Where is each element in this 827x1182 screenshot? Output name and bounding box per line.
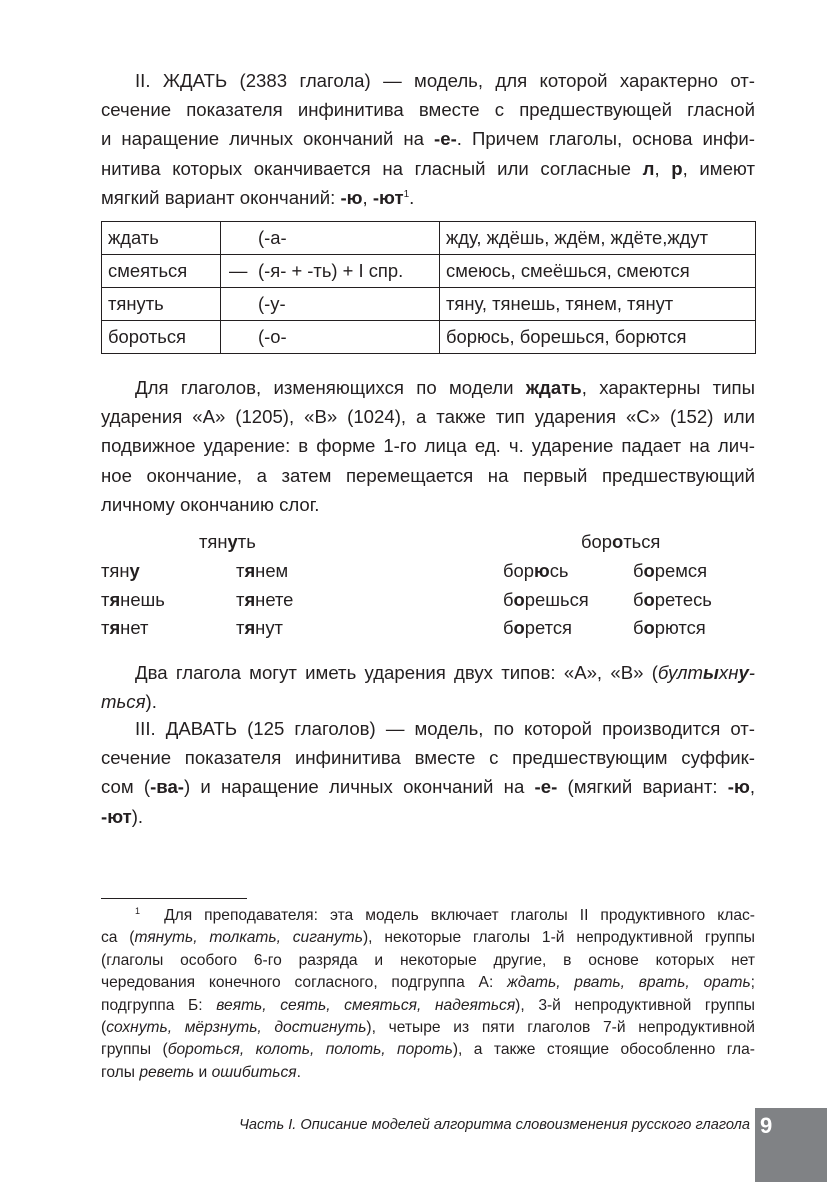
verb-form: борешься xyxy=(503,589,589,610)
verb-form: боретесь xyxy=(633,589,712,610)
verb-form: тянешь xyxy=(101,589,165,610)
text-line: подгруппа Б: веять, сеять, смеяться, надеяться), 3-й непродуктивной группы xyxy=(101,996,755,1014)
table-cell-forms: жду, ждёшь, ждём, ждёте,ждут xyxy=(440,222,756,255)
footnote-divider xyxy=(101,898,247,899)
text-line: Для глаголов, изменяющихся по модели ждать, характерны типы xyxy=(135,377,755,398)
verb-form: тянете xyxy=(236,589,294,610)
table-cell-suffix: (-а- xyxy=(221,222,440,255)
paradigm-heading-tyanut: тянуть xyxy=(199,531,256,552)
text-line: (глаголы особого 6-го разряда и некоторые другие, в основе которых нет xyxy=(101,951,755,969)
table-cell-forms: тяну, тянешь, тянем, тянут xyxy=(440,288,756,321)
text-line: III. ДАВАТЬ (125 глаголов) — модель, по которой производится от- xyxy=(135,718,755,739)
table-cell-suffix: (-о- xyxy=(221,321,440,354)
text-line: ударения «А» (1205), «В» (1024), а также тип ударения «С» (152) или xyxy=(101,406,755,428)
table-row xyxy=(102,321,756,354)
text-line: ться). xyxy=(101,691,157,713)
verb-form: тяну xyxy=(101,560,140,581)
text-line: сечение показателя инфинитива вместе с предшествующей гласной xyxy=(101,99,755,121)
text-line: са (тянуть, толкать, сигануть), некоторые глаголы 1-й непродуктивной группы xyxy=(101,929,756,947)
text-line: сом (-ва-) и наращение личных окончаний на -е- (мягкий вариант: -ю, xyxy=(101,776,755,798)
text-line: сечение показателя инфинитива вместе с предшествующим суффик- xyxy=(101,747,755,769)
text-line: (сохнуть, мёрзнуть, достигнуть), четыре из пяти глаголов 7-й непродуктивной xyxy=(101,1019,755,1037)
text-line: и наращение личных окончаний на -е-. Причем глаголы, основа инфи- xyxy=(101,128,755,150)
verb-form: борется xyxy=(503,617,572,638)
paradigm-heading-borotsya: бороться xyxy=(581,531,661,552)
verb-form: борются xyxy=(633,617,706,638)
paragraph-stress-types xyxy=(101,373,755,519)
paragraph-model-davat xyxy=(101,714,755,831)
text-line: II. ЖДАТЬ (2383 глагола) — модель, для которой характерно от- xyxy=(135,70,755,91)
text-line: подвижное ударение: в форме 1-го лица ед. ч. ударение падает на лич- xyxy=(101,435,755,457)
table-cell-verb: тянуть xyxy=(102,288,221,321)
table-row xyxy=(102,222,756,255)
text-line: голы реветь и ошибиться. xyxy=(101,1063,301,1081)
text-line: Два глагола могут иметь ударения двух типов: «А», «В» (бултыхну- xyxy=(135,662,755,683)
verb-form: тянут xyxy=(236,617,283,638)
verb-form: боремся xyxy=(633,560,708,581)
conjugation-table xyxy=(101,221,756,354)
table-cell-forms: смеюсь, смеёшься, смеются xyxy=(440,255,756,288)
verb-form: борюсь xyxy=(503,560,569,581)
text-line: чередования конечного согласного, подгруппа А: ждать, рвать, врать, орать; xyxy=(101,974,755,992)
verb-form: тянет xyxy=(101,617,149,638)
text-line: личному окончанию слог. xyxy=(101,493,320,515)
paragraph-model-zhdat xyxy=(101,66,755,212)
text-line: нитива которых оканчивается на гласный или согласные л, р, имеют xyxy=(101,157,755,179)
table-cell-suffix: — (-я- + -ть) + I спр. xyxy=(221,255,440,288)
text-line: группы (бороться, колоть, полоть, пороть), а также стоящие обособленно гла- xyxy=(101,1041,756,1059)
text-line: $^1$ Для преподавателя: эта модель включает глаголы II продуктивного клас- xyxy=(135,906,755,924)
table-cell-forms: борюсь, борешься, борются xyxy=(440,321,756,354)
table-cell-verb: бороться xyxy=(102,321,221,354)
footnote-ref: 1 xyxy=(403,188,410,200)
page-number: 9 xyxy=(760,1113,773,1138)
table-row xyxy=(102,288,756,321)
paragraph-two-stress-types xyxy=(101,658,755,716)
table-row xyxy=(102,255,756,288)
footnote-mark: 1 xyxy=(135,906,141,916)
verb-form: тянем xyxy=(236,560,289,581)
table-cell-verb: ждать xyxy=(102,222,221,255)
text-line: мягкий вариант окончаний: -ю, $-ют^1$. xyxy=(101,186,415,208)
text-line: ное окончание, а затем перемещается на первый предшествующий xyxy=(101,464,755,486)
text-line: -ют). xyxy=(101,805,144,827)
table-cell-suffix: (-у- xyxy=(221,288,440,321)
running-head: Часть I. Описание моделей алгоритма словоизменения русского глагола xyxy=(239,1117,750,1133)
footnote xyxy=(101,905,755,1084)
table-cell-verb: смеяться xyxy=(102,255,221,288)
